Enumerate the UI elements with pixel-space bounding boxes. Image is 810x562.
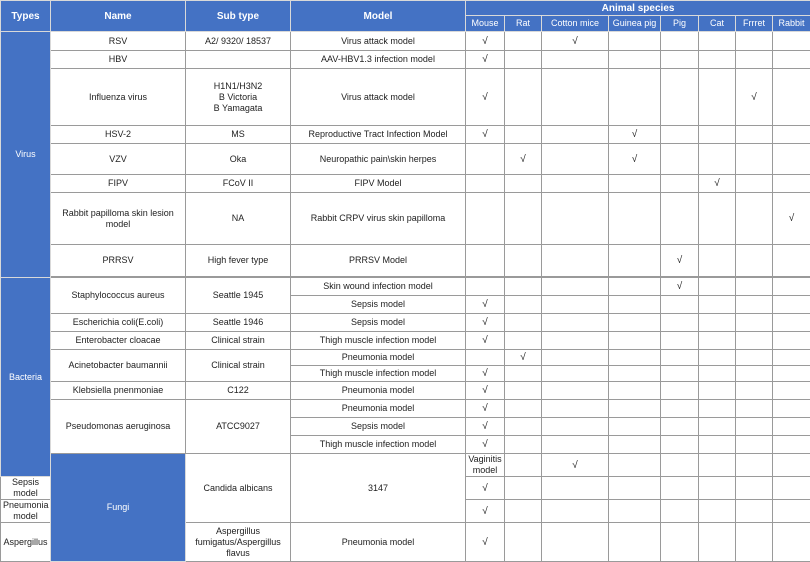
row-model: Thigh muscle infection model <box>291 366 466 382</box>
check-mark: √ <box>466 382 505 400</box>
header-model: Model <box>291 1 466 32</box>
check-mark: √ <box>466 477 505 500</box>
species-rabbit: Rabbit <box>773 16 810 32</box>
row-subtype: FCoV II <box>186 175 291 193</box>
check-mark: √ <box>773 193 810 245</box>
check-mark: √ <box>609 144 661 175</box>
check-mark: √ <box>466 418 505 436</box>
type-bacteria: Bacteria <box>1 278 51 477</box>
row-subtype: ATCC9027 <box>186 400 291 454</box>
header-sub-type: Sub type <box>186 1 291 32</box>
row-model: Pneumonia model <box>291 400 466 418</box>
table-row <box>1 144 810 175</box>
type-fungi: Fungi <box>51 454 186 562</box>
table-row <box>1 175 810 193</box>
row-model: FIPV Model <box>291 175 466 193</box>
species-guinea-pig: Guinea pig <box>609 16 661 32</box>
check-mark: √ <box>466 32 505 51</box>
row-model: Sepsis model <box>291 418 466 436</box>
row-model: Virus attack model <box>291 69 466 126</box>
table-row <box>1 332 810 350</box>
check-mark: √ <box>661 278 699 296</box>
check-mark: √ <box>466 314 505 332</box>
table-row <box>1 278 810 296</box>
row-model: PRRSV Model <box>291 245 466 277</box>
table-row <box>1 454 810 477</box>
check-mark: √ <box>466 332 505 350</box>
row-model: Pneumonia model <box>291 350 466 366</box>
check-mark: √ <box>699 175 736 193</box>
table-row <box>1 32 810 51</box>
check-mark: √ <box>466 400 505 418</box>
row-name: Rabbit papilloma skin lesion model <box>51 193 186 245</box>
row-name: Influenza virus <box>51 69 186 126</box>
row-subtype: Clinical strain <box>186 332 291 350</box>
row-subtype <box>186 51 291 69</box>
check-mark: √ <box>466 296 505 314</box>
row-model: Vaginitis model <box>466 454 505 477</box>
row-name: HBV <box>51 51 186 69</box>
row-subtype: Clinical strain <box>186 350 291 382</box>
table-row <box>1 350 810 366</box>
row-model: Sepsis model <box>291 296 466 314</box>
row-name: FIPV <box>51 175 186 193</box>
table-row <box>1 51 810 69</box>
row-model: Pneumonia model <box>291 382 466 400</box>
check-mark: √ <box>466 500 505 523</box>
row-subtype: NA <box>186 193 291 245</box>
species-cotton-mice: Cotton mice <box>542 16 609 32</box>
row-subtype: Oka <box>186 144 291 175</box>
row-model: Neuropathic pain\skin herpes <box>291 144 466 175</box>
species-cat: Cat <box>699 16 736 32</box>
check-mark: √ <box>542 454 609 477</box>
row-subtype: 3147 <box>291 454 466 523</box>
row-name: Aspergillus <box>1 523 51 562</box>
row-subtype: Seattle 1946 <box>186 314 291 332</box>
table-row <box>1 69 810 126</box>
table-row <box>1 382 810 400</box>
species-pig: Pig <box>661 16 699 32</box>
check-mark: √ <box>505 350 542 366</box>
row-model: AAV-HBV1.3 infection model <box>291 51 466 69</box>
row-name: VZV <box>51 144 186 175</box>
row-model: Sepsis model <box>1 477 51 500</box>
row-model: Pneumonia model <box>291 523 466 562</box>
check-mark: √ <box>466 436 505 454</box>
check-mark: √ <box>736 69 773 126</box>
row-subtype: A2/ 9320/ 18537 <box>186 32 291 51</box>
table-row <box>1 245 810 277</box>
species-mouse: Mouse <box>466 16 505 32</box>
row-name: Pseudomonas aeruginosa <box>51 400 186 454</box>
row-name: RSV <box>51 32 186 51</box>
row-name: Candida albicans <box>186 454 291 523</box>
check-mark: √ <box>609 126 661 144</box>
species-ferret: Frrret <box>736 16 773 32</box>
row-model: Virus attack model <box>291 32 466 51</box>
row-name: Enterobacter cloacae <box>51 332 186 350</box>
row-name: Acinetobacter baumannii <box>51 350 186 382</box>
header-types: Types <box>1 1 51 32</box>
row-model: Pneumonia model <box>1 500 51 523</box>
header-animal-species: Animal species <box>466 1 810 16</box>
row-model: Thigh muscle infection model <box>291 332 466 350</box>
table-row <box>1 400 810 418</box>
check-mark: √ <box>466 126 505 144</box>
check-mark: √ <box>466 69 505 126</box>
check-mark: √ <box>466 523 505 562</box>
row-subtype: MS <box>186 126 291 144</box>
header-name: Name <box>51 1 186 32</box>
species-rat: Rat <box>505 16 542 32</box>
row-model: Skin wound infection model <box>291 278 466 296</box>
check-mark: √ <box>466 51 505 69</box>
row-model: Thigh muscle infection model <box>291 436 466 454</box>
table-row <box>1 314 810 332</box>
row-model: Reproductive Tract Infection Model <box>291 126 466 144</box>
row-subtype: C122 <box>186 382 291 400</box>
row-name: PRRSV <box>51 245 186 277</box>
row-subtype: Aspergillus fumigatus/Aspergillus flavus <box>186 523 291 562</box>
check-mark: √ <box>542 32 609 51</box>
type-virus: Virus <box>1 32 51 278</box>
row-name: Klebsiella pnenmoniae <box>51 382 186 400</box>
check-mark: √ <box>661 245 699 277</box>
row-model: Rabbit CRPV virus skin papilloma <box>291 193 466 245</box>
row-model: Sepsis model <box>291 314 466 332</box>
row-name: HSV-2 <box>51 126 186 144</box>
row-subtype: H1N1/H3N2 B Victoria B Yamagata <box>186 69 291 126</box>
row-subtype: High fever type <box>186 245 291 277</box>
check-mark: √ <box>466 366 505 382</box>
row-subtype: Seattle 1945 <box>186 278 291 314</box>
row-name: Staphylococcus aureus <box>51 278 186 314</box>
check-mark: √ <box>505 144 542 175</box>
table-row <box>1 193 810 245</box>
table-row <box>1 126 810 144</box>
row-name: Escherichia coli(E.coli) <box>51 314 186 332</box>
